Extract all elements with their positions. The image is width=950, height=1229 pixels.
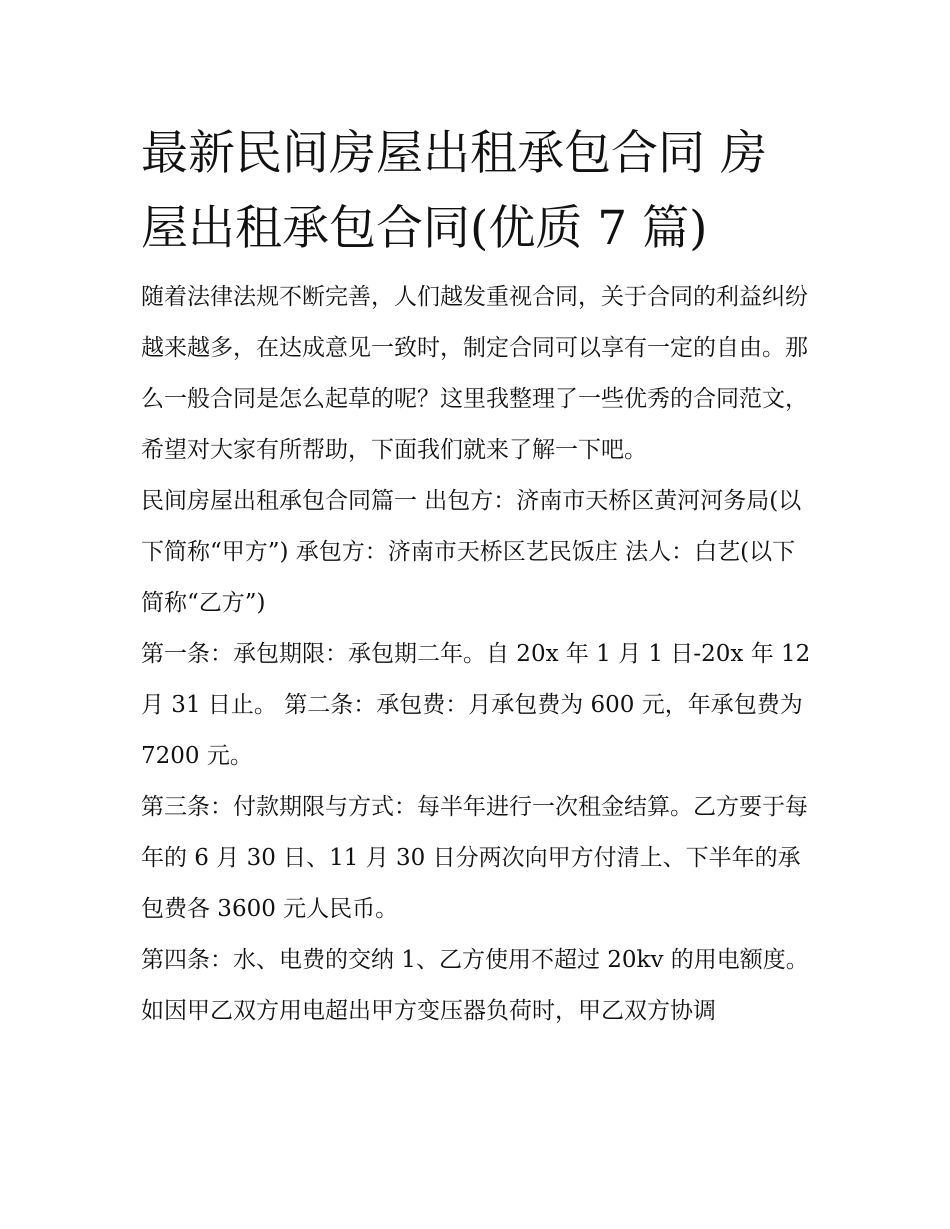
article-1-2-paragraph: 第一条：承包期限：承包期二年。自 20x 年 1 月 1 日-20x 年 12 月 31 日止。 第二条：承包费：月承包费为 600 元，年承包费为 7200 元。 — [141, 641, 811, 769]
article-3-paragraph: 第三条：付款期限与方式：每半年进行一次租金结算。乙方要于每年的 6 月 30 日、11 月 30 日分两次向甲方付清上、下半年的承包费各 3600 元人民币。 — [141, 794, 808, 922]
intro-paragraph: 随着法律法规不断完善，人们越发重视合同，关于合同的利益纠纷越来越多，在达成意见一致时，制定合同可以享有一定的自由。那么一般合同是怎么起草的呢？这里我整理了一些优秀的合同范文，希望对大家有所帮助，下面我们就来了解一下吧。 — [141, 284, 808, 463]
document-title: 最新民间房屋出租承包合同 房屋出租承包合同(优质 7 篇) — [141, 126, 767, 256]
contract-parties-paragraph: 民间房屋出租承包合同篇一 出包方：济南市天桥区黄河河务局(以下简称“甲方”) 承包方：济南市天桥区艺民饭庄 法人：白艺(以下简称“乙方”) — [141, 488, 802, 616]
article-4-paragraph: 第四条：水、电费的交纳 1、乙方使用不超过 20kv 的用电额度。如因甲乙双方用电超出甲方变压器负荷时，甲乙双方协调 — [141, 947, 809, 1024]
document-body — [141, 116, 813, 1037]
